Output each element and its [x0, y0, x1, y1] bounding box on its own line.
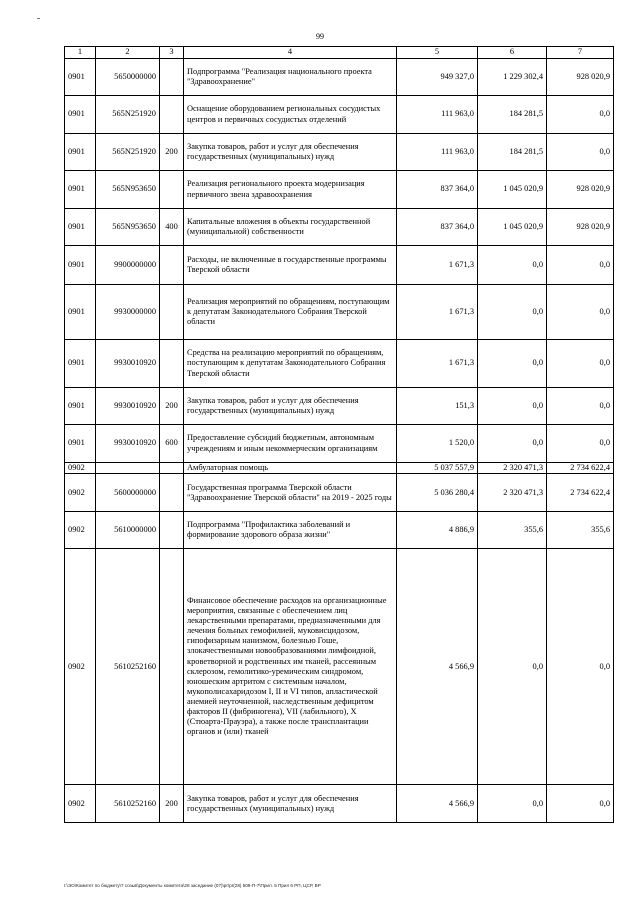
section-code: 0902	[65, 512, 96, 549]
amount-col6: 2 320 471,3	[478, 474, 547, 512]
amount-col6: 1 229 302,4	[478, 59, 547, 96]
section-code: 0901	[65, 96, 96, 134]
expense-type	[160, 96, 184, 134]
column-header: 1	[65, 47, 96, 59]
section-code: 0901	[65, 285, 96, 340]
expense-type	[160, 171, 184, 209]
budget-table	[64, 46, 614, 823]
section-code: 0901	[65, 388, 96, 425]
column-header: 4	[184, 47, 397, 59]
amount-col7: 0,0	[547, 388, 614, 425]
table-row	[65, 59, 614, 96]
amount-col7: 0,0	[547, 425, 614, 463]
amount-col7: 0,0	[547, 134, 614, 171]
expense-type	[160, 340, 184, 388]
item-name: Закупка товаров, работ и услуг для обеспечения государственных (муниципальных) нужд	[184, 785, 397, 823]
amount-col7: 928 020,9	[547, 209, 614, 246]
target-article: 5600000000	[96, 474, 160, 512]
amount-col6: 184 281,5	[478, 96, 547, 134]
amount-col7: 928 020,9	[547, 171, 614, 209]
column-header: 5	[397, 47, 478, 59]
amount-col6: 0,0	[478, 425, 547, 463]
target-article: 9930000000	[96, 285, 160, 340]
section-code: 0901	[65, 59, 96, 96]
expense-type	[160, 512, 184, 549]
amount-col6: 1 045 020,9	[478, 209, 547, 246]
amount-col5: 837 364,0	[397, 209, 478, 246]
amount-col6: 0,0	[478, 388, 547, 425]
amount-col7: 928 020,9	[547, 59, 614, 96]
expense-type: 200	[160, 388, 184, 425]
amount-col7: 2 734 622,4	[547, 474, 614, 512]
item-name: Капитальные вложения в объекты государственной (муниципальной) собственности	[184, 209, 397, 246]
amount-col6: 0,0	[478, 785, 547, 823]
item-name: Средства на реализацию мероприятий по обращениям, поступающим к депутатам Законодательного Собрания Тверской области	[184, 340, 397, 388]
expense-type	[160, 59, 184, 96]
section-code: 0901	[65, 425, 96, 463]
target-article: 5610252160	[96, 549, 160, 785]
item-name: Финансовое обеспечение расходов на организационные мероприятия, связанные с обеспечением лиц лекарственными препаратами, предназначенными для лечения больных гемофилией, муковисцидозом, гипофизарным нанизмом, болезнью Гоше, злокачественными новообразованиями лимфоидной, кроветворной и родственных им тканей, рассеянным склерозом, гемолитико-уремическим синдромом, юношеским артритом с системным началом, мукополисахаридозом I, II и VI типов, апластической анемией неуточненной, наследственным дефицитом факторов II (фибриногена), VII (лабильного), X (Стюарта-Прауэра), а также после трансплантации органов и (или) тканей	[184, 549, 397, 785]
item-name: Подпрограмма "Профилактика заболеваний и формирование здорового образа жизни"	[184, 512, 397, 549]
amount-col6: 184 281,5	[478, 134, 547, 171]
amount-col5: 151,3	[397, 388, 478, 425]
section-code: 0902	[65, 549, 96, 785]
amount-col6: 2 320 471,3	[478, 463, 547, 474]
section-code: 0901	[65, 209, 96, 246]
amount-col6: 1 045 020,9	[478, 171, 547, 209]
expense-type	[160, 474, 184, 512]
table-row	[65, 425, 614, 463]
item-name: Подпрограмма "Реализация национального проекта "Здравоохранение"	[184, 59, 397, 96]
amount-col5: 4 566,9	[397, 785, 478, 823]
column-header: 3	[160, 47, 184, 59]
item-name: Закупка товаров, работ и услуг для обеспечения государственных (муниципальных) нужд	[184, 134, 397, 171]
section-code: 0901	[65, 340, 96, 388]
table-row	[65, 171, 614, 209]
section-code: 0902	[65, 474, 96, 512]
target-article: 565N251920	[96, 96, 160, 134]
table-row	[65, 785, 614, 823]
target-article: 5650000000	[96, 59, 160, 96]
column-header: 7	[547, 47, 614, 59]
table-row	[65, 340, 614, 388]
amount-col7: 0,0	[547, 340, 614, 388]
table-row	[65, 549, 614, 785]
amount-col5: 4 886,9	[397, 512, 478, 549]
section-code: 0902	[65, 463, 96, 474]
item-name: Амбулаторная помощь	[184, 463, 397, 474]
amount-col6: 0,0	[478, 246, 547, 285]
amount-col5: 1 671,3	[397, 285, 478, 340]
amount-col5: 4 566,9	[397, 549, 478, 785]
expense-type	[160, 463, 184, 474]
scan-mark	[37, 18, 40, 19]
item-name: Реализация мероприятий по обращениям, поступающим к депутатам Законодательного Собрания Тверской области	[184, 285, 397, 340]
amount-col5: 5 037 557,9	[397, 463, 478, 474]
item-name: Расходы, не включенные в государственные программы Тверской области	[184, 246, 397, 285]
section-code: 0901	[65, 246, 96, 285]
table-row	[65, 246, 614, 285]
amount-col7: 2 734 622,4	[547, 463, 614, 474]
column-header: 2	[96, 47, 160, 59]
table-row	[65, 96, 614, 134]
file-path-footer: I:\ЭО\Комитет по бюджету\7 созыв\Документы комитета\28 заседание (07)\pr\pr(28) 509-П-7\Прил. 5 Прил 6 РП, ЦСР, ВР	[64, 883, 321, 888]
table-row	[65, 285, 614, 340]
target-article: 565N953650	[96, 209, 160, 246]
amount-col6: 0,0	[478, 549, 547, 785]
table-row	[65, 474, 614, 512]
table-row	[65, 209, 614, 246]
header-row	[65, 47, 614, 59]
amount-col5: 1 671,3	[397, 246, 478, 285]
amount-col5: 111 963,0	[397, 96, 478, 134]
expense-type: 200	[160, 134, 184, 171]
amount-col7: 0,0	[547, 96, 614, 134]
expense-type: 400	[160, 209, 184, 246]
target-article: 9900000000	[96, 246, 160, 285]
target-article: 565N953650	[96, 171, 160, 209]
item-name: Оснащение оборудованием региональных сосудистых центров и первичных сосудистых отделений	[184, 96, 397, 134]
amount-col7: 0,0	[547, 549, 614, 785]
section-code: 0902	[65, 785, 96, 823]
amount-col5: 111 963,0	[397, 134, 478, 171]
amount-col5: 837 364,0	[397, 171, 478, 209]
amount-col6: 355,6	[478, 512, 547, 549]
amount-col5: 1 520,0	[397, 425, 478, 463]
target-article: 565N251920	[96, 134, 160, 171]
target-article: 9930010920	[96, 425, 160, 463]
item-name: Реализация регионального проекта модернизация первичного звена здравоохранения	[184, 171, 397, 209]
item-name: Предоставление субсидий бюджетным, автономным учреждениям и иным некоммерческим организациям	[184, 425, 397, 463]
amount-col7: 0,0	[547, 246, 614, 285]
amount-col5: 1 671,3	[397, 340, 478, 388]
target-article	[96, 463, 160, 474]
item-name: Закупка товаров, работ и услуг для обеспечения государственных (муниципальных) нужд	[184, 388, 397, 425]
table-row	[65, 512, 614, 549]
section-code: 0901	[65, 171, 96, 209]
expense-type: 200	[160, 785, 184, 823]
expense-type	[160, 549, 184, 785]
expense-type	[160, 246, 184, 285]
target-article: 5610252160	[96, 785, 160, 823]
amount-col7: 0,0	[547, 285, 614, 340]
page-number: 99	[316, 32, 324, 41]
expense-type: 600	[160, 425, 184, 463]
table-row	[65, 463, 614, 474]
amount-col5: 5 036 280,4	[397, 474, 478, 512]
amount-col5: 949 327,0	[397, 59, 478, 96]
target-article: 9930010920	[96, 388, 160, 425]
column-header: 6	[478, 47, 547, 59]
amount-col6: 0,0	[478, 285, 547, 340]
section-code: 0901	[65, 134, 96, 171]
expense-type	[160, 285, 184, 340]
table-row	[65, 388, 614, 425]
target-article: 9930010920	[96, 340, 160, 388]
table-row	[65, 134, 614, 171]
target-article: 5610000000	[96, 512, 160, 549]
item-name: Государственная программа Тверской области "Здравоохранение Тверской области" на 2019 - 2025 годы	[184, 474, 397, 512]
amount-col6: 0,0	[478, 340, 547, 388]
amount-col7: 0,0	[547, 785, 614, 823]
amount-col7: 355,6	[547, 512, 614, 549]
